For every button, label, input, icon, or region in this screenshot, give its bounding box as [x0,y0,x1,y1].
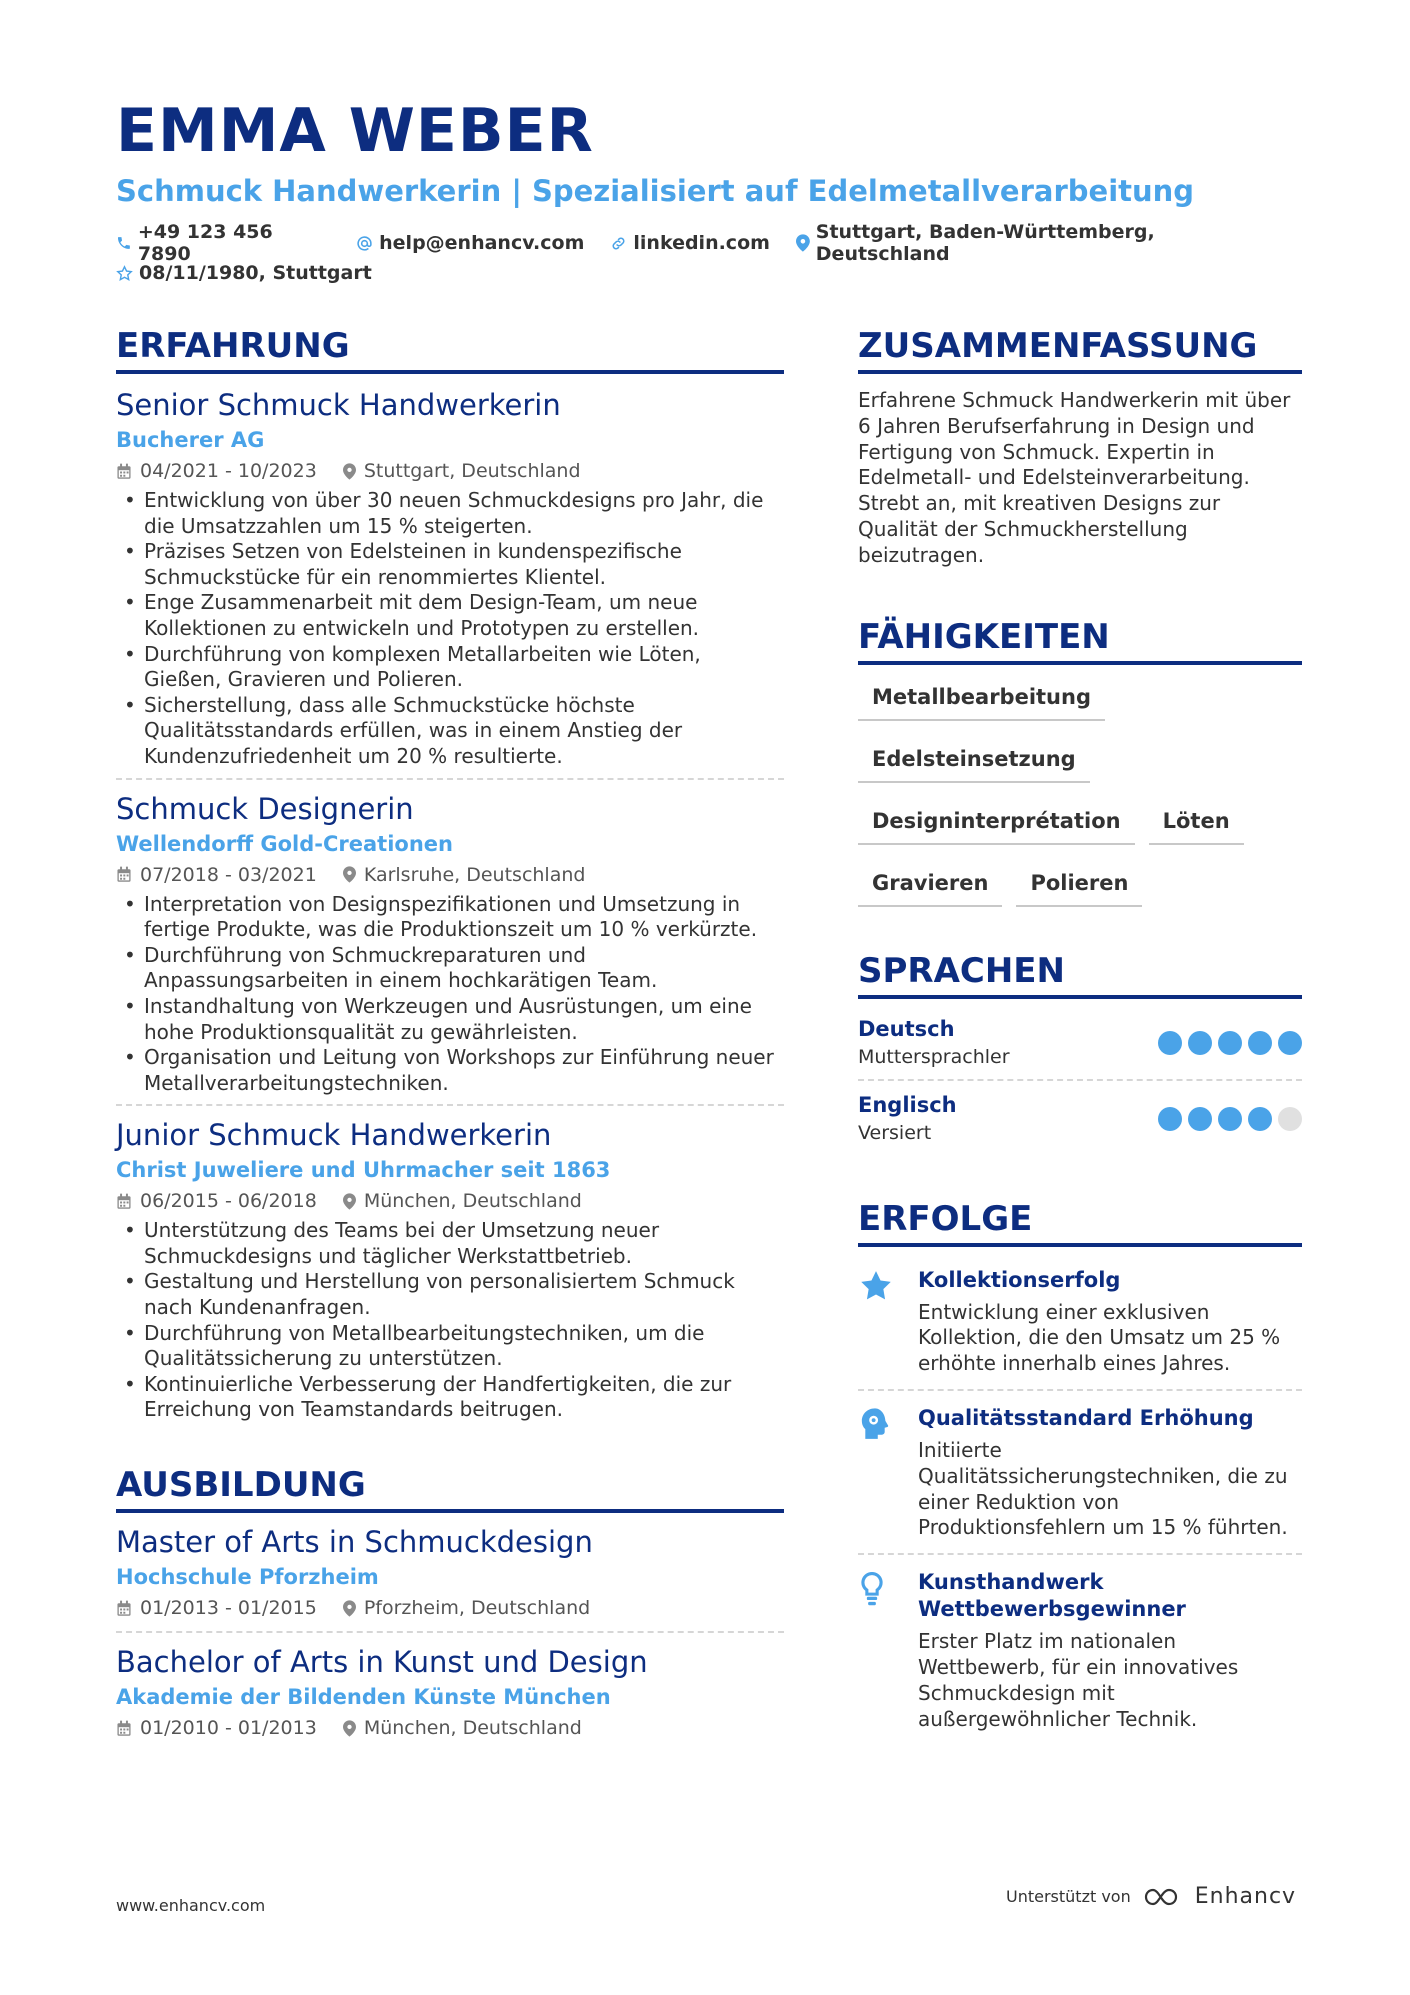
education-heading: AUSBILDUNG [116,1465,784,1513]
job-meta [116,1186,784,1216]
experience-entry [116,778,784,1105]
bullet-item: • Enge Zusammenarbeit mit dem Design-Team, um neue Kollektionen zu entwickeln und Prototypen zu erstellen. [116,590,784,641]
language-name: Englisch [858,1092,957,1117]
skill-tag: Edelsteinsetzung [858,739,1090,783]
summary-heading: ZUSAMMENFASSUNG [858,326,1302,374]
skill-tag: Löten [1149,801,1244,845]
job-bullets [116,892,784,1097]
education-meta [116,1593,784,1623]
rating-dot-filled [1248,1107,1272,1131]
job-dates: 04/2021 - 10/2023 [140,460,317,482]
achievement-item [858,1253,1302,1389]
right-column [858,326,1302,1744]
job-title: Schmuck Designerin [116,791,414,826]
skill-tag: Designinterprétation [858,801,1135,845]
job-title: Senior Schmuck Handwerkerin [116,388,561,422]
email-text: help@enhancv.com [379,232,585,254]
education-location: Pforzheim, Deutschland [363,1597,591,1620]
skill-tag: Gravieren [858,863,1002,907]
head-icon [858,1407,892,1443]
job-bullets [116,1218,784,1423]
languages-heading: SPRACHEN [858,951,1302,999]
summary-text: Erfahrene Schmuck Handwerkerin mit über 6 Jahren Berufserfahrung in Design und Fertigung von Schmuck. Expertin in Edelmetall- und Edelsteinverarbeitung. Strebt an, mit kreativen Designs zur Qualität der Schmuckherstellung beizutragen. [858,388,1291,567]
contact-info [116,221,1316,288]
education-entry [116,1631,784,1751]
rating-dot-filled [1158,1031,1182,1055]
job-location: Stuttgart, Deutschland [363,460,581,482]
job-dates: 07/2018 - 03/2021 [140,863,317,886]
calendar-icon [116,463,132,480]
enhancv-logo-icon [1143,1885,1189,1909]
job-location: Karlsruhe, Deutschland [363,863,586,886]
skill-tag: Metallbearbeitung [858,677,1105,721]
school-name: Akademie der Bildenden Künste München [116,1685,611,1710]
bullet-item: • Durchführung von komplexen Metallarbeiten wie Löten, Gießen, Gravieren und Polieren. [116,642,784,693]
job-location: München, Deutschland [363,1190,582,1213]
rating-dot-filled [1188,1107,1212,1131]
achievement-title: Kollektionserfolg [918,1267,1121,1292]
calendar-icon [116,1720,132,1737]
rating-dot-filled [1218,1031,1242,1055]
rating-dot-filled [1218,1107,1242,1131]
location-pin-icon [343,866,356,883]
education-dates: 01/2013 - 01/2015 [140,1597,317,1620]
calendar-icon [116,1193,132,1210]
rating-dot-filled [1278,1031,1302,1055]
language-item [858,1079,1302,1155]
rating-dot-filled [1248,1031,1272,1055]
powered-by-text: Unterstützt von [1006,1887,1131,1906]
email-contact[interactable] [356,232,584,254]
languages-list [858,1005,1302,1155]
bullet-item: • Organisation und Leitung von Workshops zur Einführung neuer Metallverarbeitungstechniken. [116,1045,784,1096]
bullet-item: • Kontinuierliche Verbesserung der Handfertigkeiten, die zur Erreichung von Teamstandards beitrugen. [116,1372,784,1423]
achievement-desc: Initiierte Qualitätssicherungstechniken, die zu einer Reduktion von Produktionsfehlern um 15 % führten. [918,1437,1288,1540]
job-meta [116,860,784,890]
education-location: München, Deutschland [363,1717,582,1740]
achievements-heading: ERFOLGE [858,1199,1302,1247]
bullet-item: • Gestaltung und Herstellung von personalisiertem Schmuck nach Kundenanfragen. [116,1269,784,1320]
bullet-item: • Instandhaltung von Werkzeugen und Ausrüstungen, um eine hohe Produktionsqualität zu gewährleisten. [116,994,784,1045]
bullet-item: • Unterstützung des Teams bei der Umsetzung neuer Schmuckdesigns und täglicher Werkstattbetrieb. [116,1218,784,1269]
linkedin-text: linkedin.com [633,232,770,254]
rating-dot-filled [1158,1107,1182,1131]
location-pin-icon [343,1193,356,1210]
experience-heading: ERFAHRUNG [116,326,784,374]
achievements-list [858,1253,1302,1745]
bullet-item: • Interpretation von Designspezifikationen und Umsetzung in fertige Produkte, was die Produktionszeit um 10 % verkürzte. [116,892,784,943]
footer-branding [1006,1884,1296,1909]
job-title: Junior Schmuck Handwerkerin [116,1118,552,1153]
education-dates: 01/2010 - 01/2013 [140,1717,317,1740]
location-pin-icon [343,1600,356,1617]
link-icon [610,235,627,252]
birth-contact [116,262,372,284]
rating-dot-empty [1278,1107,1302,1131]
company-name: Christ Juweliere und Uhrmacher seit 1863 [116,1158,611,1183]
location-text: Stuttgart, Baden-Württemberg, Deutschland [815,221,1155,265]
skills-list [858,677,1302,925]
candidate-name: EMMA WEBER [116,96,594,166]
achievement-item [858,1553,1302,1744]
location-pin-icon [796,234,810,252]
phone-icon [116,235,132,251]
footer-website[interactable]: www.enhancv.com [116,1896,266,1915]
language-rating [1152,1107,1302,1131]
achievement-desc: Erster Platz im nationalen Wettbewerb, für ein innovatives Schmuckdesign mit außergewöhnlicher Technik. [918,1629,1239,1731]
brand-name: Enhancv [1194,1884,1297,1909]
language-level: Versiert [858,1121,932,1144]
location-pin-icon [343,463,356,480]
bullet-item: • Entwicklung von über 30 neuen Schmuckdesigns pro Jahr, die die Umsatzzahlen um 15 % steigerten. [116,488,784,539]
candidate-subtitle: Schmuck Handwerkerin | Spezialisiert auf Edelmetallverarbeitung [116,174,1195,208]
company-name: Bucherer AG [116,428,265,452]
calendar-icon [116,866,132,883]
lightbulb-icon [858,1571,886,1607]
bullet-item: • Durchführung von Metallbearbeitungstechniken, um die Qualitätssicherung zu unterstützen. [116,1321,784,1372]
language-item [858,1005,1302,1079]
left-column [116,326,784,1751]
company-name: Wellendorff Gold-Creationen [116,831,453,856]
achievement-desc: Entwicklung einer exklusiven Kollektion, die den Umsatz um 25 % erhöhte innerhalb eines Jahres. [918,1299,1281,1376]
education-entry [116,1523,784,1631]
location-contact [796,221,1290,265]
calendar-icon [116,1600,132,1617]
bullet-item: • Sicherstellung, dass alle Schmuckstücke höchste Qualitätsstandards erfüllen, was in einem Anstieg der Kundenzufriedenheit um 20 % resultierte. [116,693,784,770]
degree-title: Master of Arts in Schmuckdesign [116,1525,593,1560]
language-name: Deutsch [858,1016,955,1041]
experience-entry [116,1104,784,1431]
education-meta [116,1713,784,1743]
achievement-title: Kunsthandwerk Wettbewerbsgewinner [918,1570,1186,1622]
phone-text: +49 123 456 7890 [137,221,273,265]
experience-list [116,386,784,1431]
experience-entry [116,386,784,778]
location-pin-icon [343,1720,356,1737]
education-list [116,1523,784,1751]
linkedin-contact[interactable] [610,232,770,254]
school-name: Hochschule Pforzheim [116,1565,379,1590]
bullet-item: • Durchführung von Schmuckreparaturen und Anpassungsarbeiten in einem hochkarätigen Team. [116,943,784,994]
skill-tag: Polieren [1016,863,1142,907]
birth-text: 08/11/1980, Stuttgart [139,262,372,284]
phone-contact [116,221,330,265]
skills-heading: FÄHIGKEITEN [858,617,1302,665]
achievement-item [858,1389,1302,1553]
star-icon [858,1269,894,1303]
job-bullets [116,488,784,770]
achievement-title: Qualitätsstandard Erhöhung [918,1405,1254,1430]
degree-title: Bachelor of Arts in Kunst und Design [116,1645,648,1680]
at-icon [356,235,373,252]
star-outline-icon [116,265,133,282]
bullet-item: • Präzises Setzen von Edelsteinen in kundenspezifische Schmuckstücke für ein renommiertes Klientel. [116,539,784,590]
language-rating [1152,1031,1302,1055]
rating-dot-filled [1188,1031,1212,1055]
job-dates: 06/2015 - 06/2018 [140,1190,317,1213]
language-level: Muttersprachler [858,1045,1010,1068]
job-meta [116,456,784,486]
